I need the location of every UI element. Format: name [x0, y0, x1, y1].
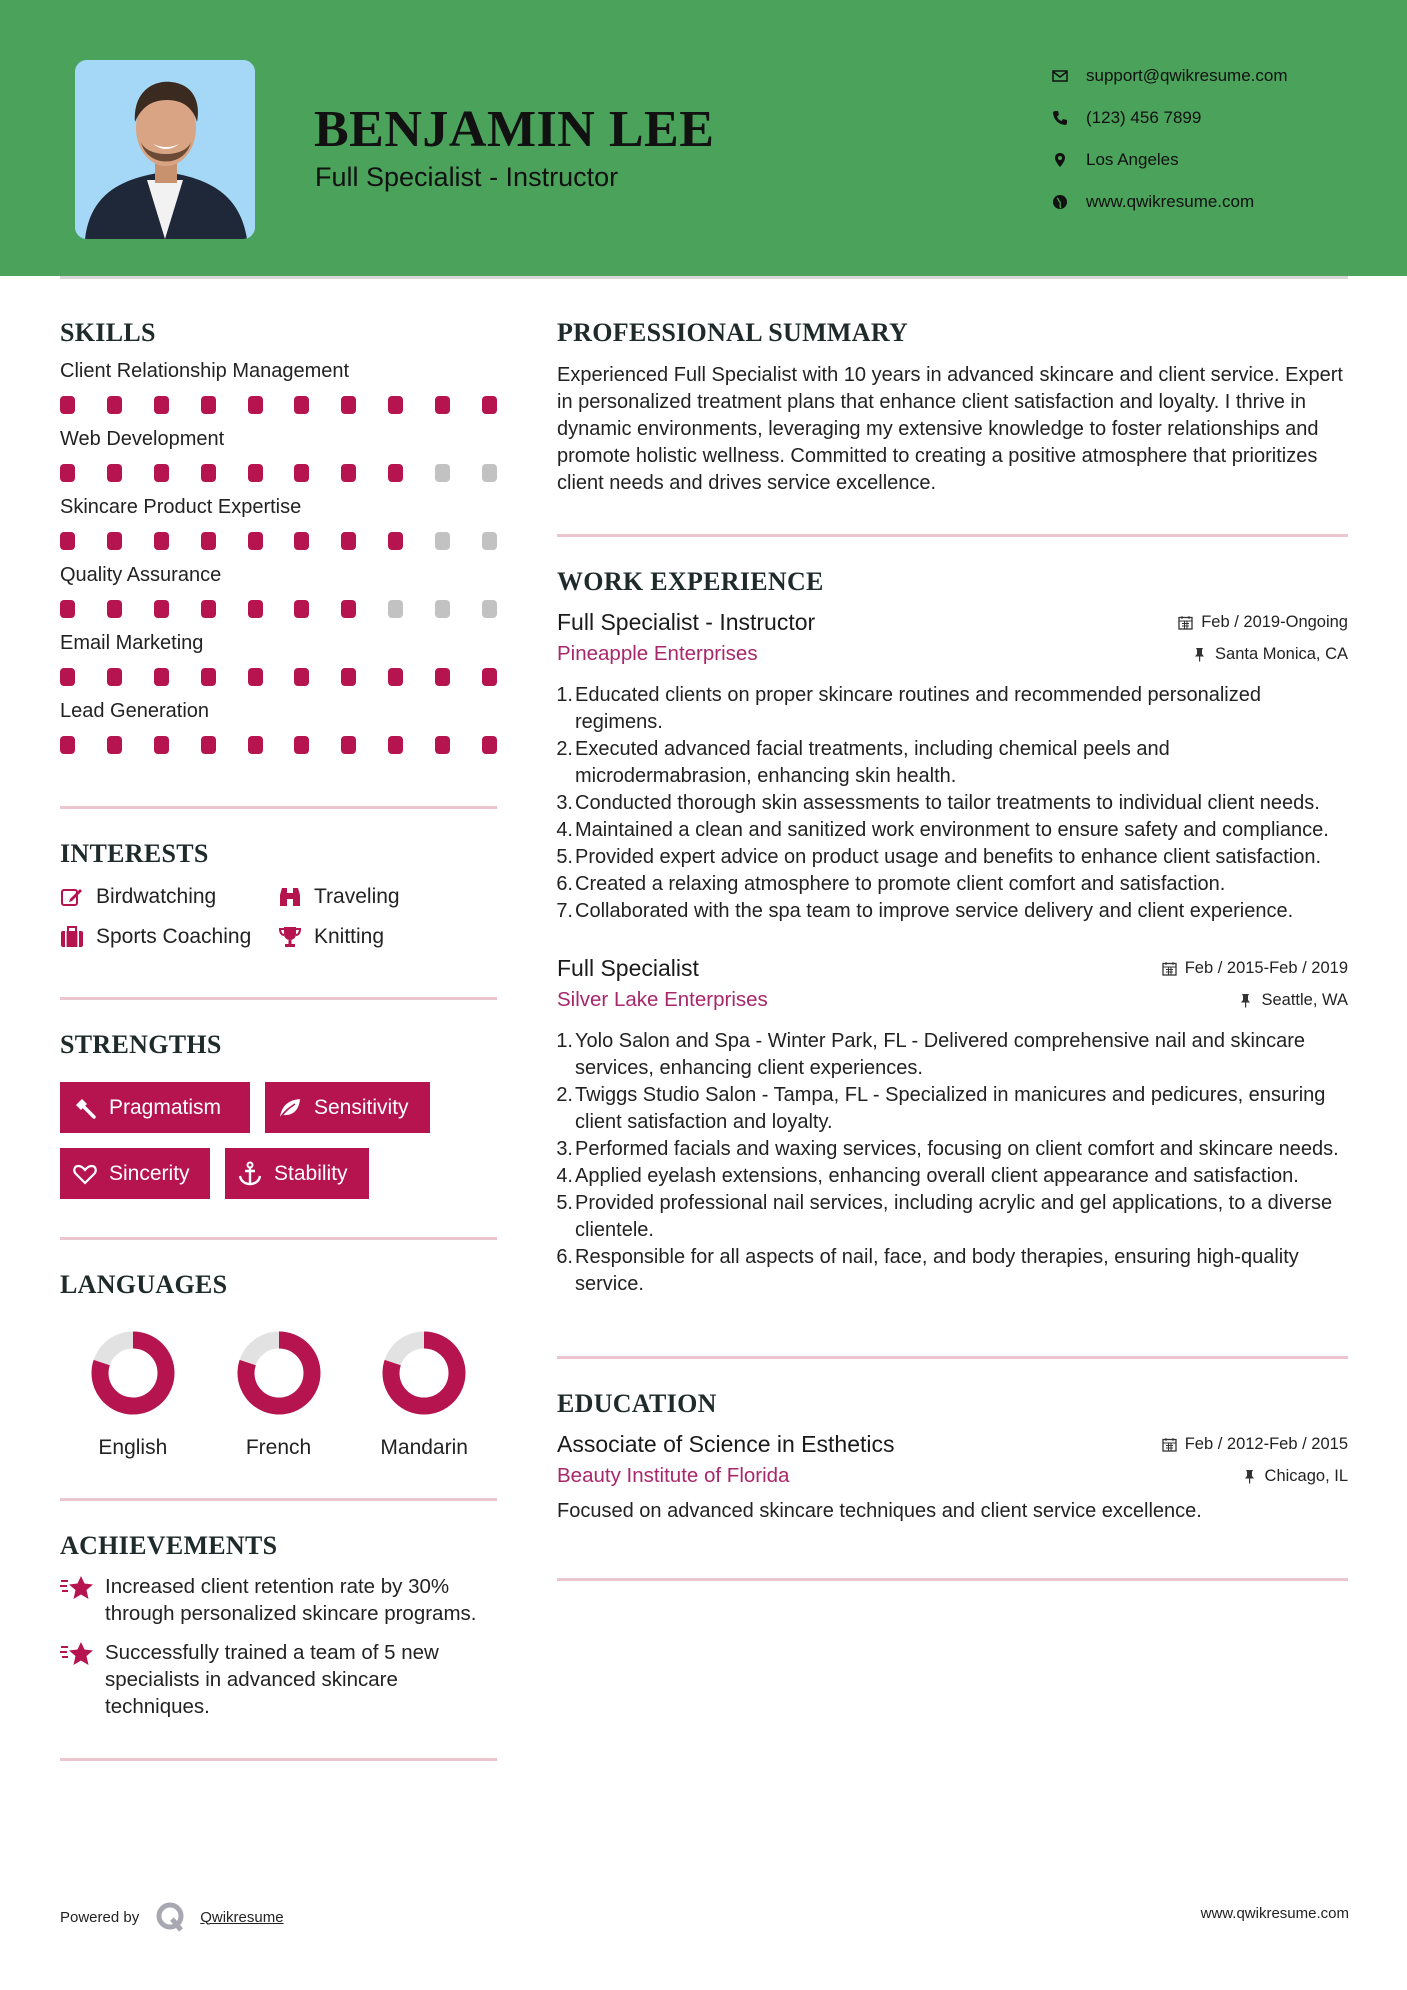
skill-label: Web Development [60, 428, 225, 450]
experience-section [557, 567, 1348, 1298]
job-bullet: 3. Performed facials and waxing services, focusing on client comfort and skincare needs. [556, 1138, 1339, 1160]
rating-dot-filled [482, 736, 497, 754]
calendar-icon [1162, 1437, 1177, 1452]
contact-email-text: support@qwikresume.com [1086, 66, 1288, 85]
job-location-text: Seattle, WA [1261, 990, 1348, 1009]
education-section [557, 1389, 1348, 1525]
achievement-text: Successfully trained a team of 5 new specialists in advanced skincare techniques. [105, 1641, 439, 1718]
rating-dot-filled [60, 736, 75, 754]
job-location-text: Santa Monica, CA [1215, 644, 1348, 663]
job-dates-text: Feb / 2019-Ongoing [1201, 613, 1348, 631]
school-name: Beauty Institute of Florida [557, 1464, 790, 1487]
education-location-text: Chicago, IL [1264, 1466, 1348, 1485]
job-bullet: 4. Applied eyelash extensions, enhancing overall client appearance and satisfaction. [556, 1165, 1299, 1187]
contact-location [1050, 139, 1380, 181]
header-divider [60, 276, 1348, 279]
rating-dot-filled [201, 532, 216, 550]
rating-dot-filled [107, 464, 122, 482]
rating-dot-filled [107, 668, 122, 686]
rating-dot-empty [388, 600, 403, 618]
rating-dot-filled [294, 464, 309, 482]
job-bullet-text: Executed advanced facial treatments, including chemical peels and microdermabrasion, enhancing skin health. [575, 738, 1170, 787]
job-bullets [557, 1028, 1348, 1298]
profile-photo [75, 60, 255, 239]
job-bullet: 2. Twiggs Studio Salon - Tampa, FL - Specialized in manicures and pedicures, ensuring client satisfaction and loyalty. [556, 1084, 1326, 1133]
shooting-star-icon [60, 1641, 94, 1667]
section-divider [60, 1498, 497, 1501]
rating-dot-filled [294, 736, 309, 754]
achievement-item [60, 1639, 497, 1720]
rating-dot-filled [294, 396, 309, 414]
rating-dot-filled [341, 396, 356, 414]
strength-label: Stability [274, 1161, 348, 1185]
job-bullet-text: Provided expert advice on product usage and benefits to enhance client satisfaction. [575, 846, 1322, 868]
interest-item [60, 925, 278, 949]
job-bullet-text: Responsible for all aspects of nail, face, and body therapies, ensuring high-quality service. [575, 1246, 1299, 1295]
experience-heading: WORK EXPERIENCE [557, 567, 824, 596]
section-divider [60, 1237, 497, 1240]
left-column [60, 318, 497, 1761]
degree-title: Associate of Science in Esthetics [557, 1431, 895, 1457]
education-dates [1162, 1435, 1348, 1454]
powered-by-text: Powered by [60, 1908, 140, 1926]
languages-list [60, 1330, 497, 1460]
rating-dot-filled [60, 668, 75, 686]
header-banner [0, 0, 1407, 276]
job-bullet-text: Provided professional nail services, including acrylic and gel applications, to a diverse clientele. [575, 1192, 1333, 1241]
job-bullet: 7. Collaborated with the spa team to improve service delivery and client experience. [556, 900, 1294, 922]
section-divider [557, 1356, 1348, 1359]
language-label: Mandarin [380, 1436, 468, 1459]
suitcase-icon [60, 925, 84, 949]
skill-rating [60, 464, 497, 482]
rating-dot-filled [154, 668, 169, 686]
section-divider [557, 534, 1348, 537]
job-bullet-text: Twiggs Studio Salon - Tampa, FL - Specialized in manicures and pedicures, ensuring client satisfaction and loyalty. [575, 1084, 1326, 1133]
education-header [557, 1431, 1348, 1458]
candidate-name: BENJAMIN LEE [314, 101, 715, 158]
job-bullet: 5. Provided expert advice on product usage and benefits to enhance client satisfaction. [556, 846, 1322, 868]
binoculars-icon [278, 885, 302, 909]
education-dates-text: Feb / 2012-Feb / 2015 [1184, 1435, 1348, 1453]
job-bullet-text: Applied eyelash extensions, enhancing overall client appearance and satisfaction. [575, 1165, 1299, 1187]
anchor-icon [237, 1161, 263, 1187]
qwikresume-link[interactable]: Qwikresume [200, 1908, 284, 1926]
languages-heading: LANGUAGES [60, 1270, 228, 1299]
rating-dot-empty [435, 600, 450, 618]
language-item [60, 1330, 206, 1460]
job-bullet-text: Created a relaxing atmosphere to promote client comfort and satisfaction. [575, 873, 1226, 895]
job-bullet-text: Yolo Salon and Spa - Winter Park, FL - Delivered comprehensive nail and skincare services, enhancing client experiences. [575, 1030, 1305, 1079]
job-bullet: 6. Created a relaxing atmosphere to promote client comfort and satisfaction. [556, 873, 1226, 895]
job-bullet: 6. Responsible for all aspects of nail, face, and body therapies, ensuring high-quality service. [556, 1246, 1299, 1295]
rating-dot-filled [154, 396, 169, 414]
language-item [206, 1330, 352, 1460]
language-donut-chart [381, 1330, 467, 1416]
rating-dot-filled [341, 736, 356, 754]
contact-email[interactable] [1050, 55, 1380, 97]
rating-dot-filled [388, 668, 403, 686]
achievements-heading: ACHIEVEMENTS [60, 1531, 278, 1560]
summary-text: Experienced Full Specialist with 10 years in advanced skincare and client service. Expert in personalized treatment plans that enhance client satisfaction and loyalty. I thrive in dynamic environments, leveraging my extensive knowledge to foster relationships and promote holistic wellness. Committed to creating a positive atmosphere that prioritizes client needs and drives service excellence. [557, 364, 1343, 494]
rating-dot-filled [201, 668, 216, 686]
rating-dot-empty [435, 464, 450, 482]
job-location [1238, 991, 1348, 1010]
education-description: Focused on advanced skincare techniques and client service excellence. [557, 1500, 1202, 1522]
person-avatar-icon [75, 60, 255, 239]
interest-item [278, 885, 478, 909]
rating-dot-filled [388, 532, 403, 550]
job-subheader [557, 988, 1348, 1012]
rating-dot-filled [248, 600, 263, 618]
rating-dot-filled [341, 668, 356, 686]
education-location [1242, 1467, 1348, 1486]
footer-powered-by [60, 1900, 284, 1934]
strengths-section [60, 1030, 497, 1199]
interest-label: Traveling [314, 885, 400, 908]
interests-list [60, 885, 497, 949]
job-title: Full Specialist - Instructor [557, 609, 816, 635]
rating-dot-filled [248, 532, 263, 550]
interest-label: Knitting [314, 925, 385, 948]
skill-label: Email Marketing [60, 632, 204, 654]
language-label: French [245, 1436, 312, 1459]
rating-dot-filled [60, 600, 75, 618]
skill-label: Lead Generation [60, 700, 210, 722]
rating-dot-filled [341, 532, 356, 550]
map-pin-icon [1050, 152, 1086, 168]
strengths-list [60, 1082, 497, 1199]
interest-item [60, 885, 278, 909]
contact-phone[interactable] [1050, 97, 1380, 139]
interest-label: Sports Coaching [96, 925, 252, 948]
calendar-icon [1178, 615, 1193, 630]
shooting-star-icon [60, 1575, 94, 1601]
rating-dot-filled [388, 736, 403, 754]
job-bullet: 2. Executed advanced facial treatments, including chemical peels and microdermabrasion, enhancing skin health. [556, 738, 1170, 787]
skills-list [60, 360, 497, 754]
rating-dot-filled [435, 736, 450, 754]
pushpin-icon [1238, 993, 1253, 1008]
section-divider [60, 806, 497, 809]
job-bullet-text: Collaborated with the spa team to improve service delivery and client experience. [575, 900, 1294, 922]
rating-dot-filled [201, 736, 216, 754]
rating-dot-filled [341, 464, 356, 482]
contact-location-text: Los Angeles [1086, 150, 1179, 169]
job-bullet-text: Educated clients on proper skincare routines and recommended personalized regimens. [575, 684, 1261, 733]
right-column [557, 318, 1348, 1581]
job-bullets [557, 682, 1348, 925]
strength-label: Sensitivity [314, 1095, 409, 1119]
job-header [557, 609, 1348, 636]
languages-section [60, 1270, 497, 1460]
edit-icon [60, 885, 84, 909]
rating-dot-filled [60, 396, 75, 414]
interest-item [278, 925, 478, 949]
rating-dot-filled [341, 600, 356, 618]
job-entry [557, 955, 1348, 1298]
job-title: Full Specialist [557, 955, 699, 981]
qwikresume-logo-icon [154, 1900, 188, 1934]
rating-dot-filled [154, 600, 169, 618]
strengths-heading: STRENGTHS [60, 1030, 222, 1059]
language-donut-chart [236, 1330, 322, 1416]
interest-label: Birdwatching [96, 885, 217, 908]
skill-rating [60, 736, 497, 754]
rating-dot-filled [248, 464, 263, 482]
job-bullet: 1. Yolo Salon and Spa - Winter Park, FL - Delivered comprehensive nail and skincare services, enhancing client experiences. [556, 1030, 1305, 1079]
strength-tag [225, 1148, 369, 1199]
rating-dot-filled [201, 600, 216, 618]
skills-heading: SKILLS [60, 318, 156, 347]
language-donut-chart [90, 1330, 176, 1416]
rating-dot-empty [482, 600, 497, 618]
rating-dot-filled [482, 396, 497, 414]
rating-dot-filled [388, 464, 403, 482]
job-bullet-text: Conducted thorough skin assessments to tailor treatments to individual client needs. [575, 792, 1320, 814]
phone-icon [1050, 110, 1086, 126]
rating-dot-filled [482, 668, 497, 686]
rating-dot-filled [248, 668, 263, 686]
summary-heading: PROFESSIONAL SUMMARY [557, 318, 909, 347]
job-bullet: 1. Educated clients on proper skincare routines and recommended personalized regimens. [556, 684, 1261, 733]
skill-label: Skincare Product Expertise [60, 496, 302, 518]
section-divider [557, 1578, 1348, 1581]
language-item [351, 1330, 497, 1460]
calendar-icon [1162, 961, 1177, 976]
rating-dot-filled [248, 736, 263, 754]
job-bullet: 4. Maintained a clean and sanitized work environment to ensure safety and compliance. [556, 819, 1329, 841]
rating-dot-filled [201, 464, 216, 482]
globe-icon [1050, 194, 1086, 210]
job-dates-text: Feb / 2015-Feb / 2019 [1184, 959, 1348, 977]
education-heading: EDUCATION [557, 1389, 717, 1418]
rating-dot-empty [482, 532, 497, 550]
contact-website-text: www.qwikresume.com [1086, 192, 1255, 211]
rating-dot-filled [294, 668, 309, 686]
rating-dot-filled [154, 464, 169, 482]
contact-list [1050, 55, 1380, 223]
skill-label: Client Relationship Management [60, 360, 350, 382]
rating-dot-filled [388, 396, 403, 414]
achievements-section [60, 1531, 497, 1720]
section-divider [60, 997, 497, 1000]
interests-section [60, 839, 497, 949]
rating-dot-empty [435, 532, 450, 550]
jobs-list [557, 609, 1348, 1298]
contact-website[interactable] [1050, 181, 1380, 223]
language-label: English [98, 1436, 168, 1459]
gavel-icon [72, 1095, 98, 1121]
rating-dot-filled [154, 532, 169, 550]
candidate-title: Full Specialist - Instructor [315, 162, 619, 192]
achievement-text: Increased client retention rate by 30% through personalized skincare programs. [105, 1575, 477, 1625]
pushpin-icon [1192, 647, 1207, 662]
skill-rating [60, 532, 497, 550]
job-bullet-text: Performed facials and waxing services, focusing on client comfort and skincare needs. [575, 1138, 1339, 1160]
rating-dot-filled [107, 600, 122, 618]
skill-label: Quality Assurance [60, 564, 222, 586]
rating-dot-filled [60, 464, 75, 482]
envelope-icon [1050, 68, 1086, 84]
rating-dot-filled [294, 600, 309, 618]
education-subheader [557, 1464, 1348, 1488]
rating-dot-filled [107, 532, 122, 550]
interests-heading: INTERESTS [60, 839, 209, 868]
strength-tag [60, 1148, 210, 1199]
rating-dot-filled [107, 396, 122, 414]
rating-dot-filled [107, 736, 122, 754]
strength-label: Sincerity [109, 1161, 190, 1185]
job-location [1192, 645, 1348, 664]
rating-dot-filled [60, 532, 75, 550]
footer-website[interactable]: www.qwikresume.com [1200, 1905, 1349, 1922]
rating-dot-filled [435, 668, 450, 686]
rating-dot-filled [294, 532, 309, 550]
job-bullet: 3. Conducted thorough skin assessments to tailor treatments to individual client needs. [556, 792, 1320, 814]
skill-rating [60, 396, 497, 414]
pushpin-icon [1242, 1469, 1257, 1484]
rating-dot-filled [248, 396, 263, 414]
rating-dot-empty [482, 464, 497, 482]
contact-phone-text: (123) 456 7899 [1086, 108, 1202, 127]
rating-dot-filled [154, 736, 169, 754]
achievement-item [60, 1573, 497, 1627]
summary-section [557, 318, 1348, 497]
heart-icon [72, 1161, 98, 1187]
leaf-icon [277, 1095, 303, 1121]
strength-label: Pragmatism [109, 1095, 222, 1119]
rating-dot-filled [435, 396, 450, 414]
job-dates [1162, 959, 1348, 978]
strength-tag [60, 1082, 250, 1133]
job-subheader [557, 642, 1348, 666]
job-entry [557, 609, 1348, 925]
rating-dot-filled [201, 396, 216, 414]
job-header [557, 955, 1348, 982]
company-name: Silver Lake Enterprises [557, 988, 768, 1011]
section-divider [60, 1758, 497, 1761]
trophy-icon [278, 925, 302, 949]
skill-rating [60, 668, 497, 686]
job-dates [1178, 613, 1348, 632]
strength-tag [265, 1082, 430, 1133]
company-name: Pineapple Enterprises [557, 642, 758, 665]
job-bullet-text: Maintained a clean and sanitized work environment to ensure safety and compliance. [575, 819, 1329, 841]
job-bullet: 5. Provided professional nail services, including acrylic and gel applications, to a diverse clientele. [556, 1192, 1333, 1241]
skills-section [60, 318, 497, 754]
skill-rating [60, 600, 497, 618]
